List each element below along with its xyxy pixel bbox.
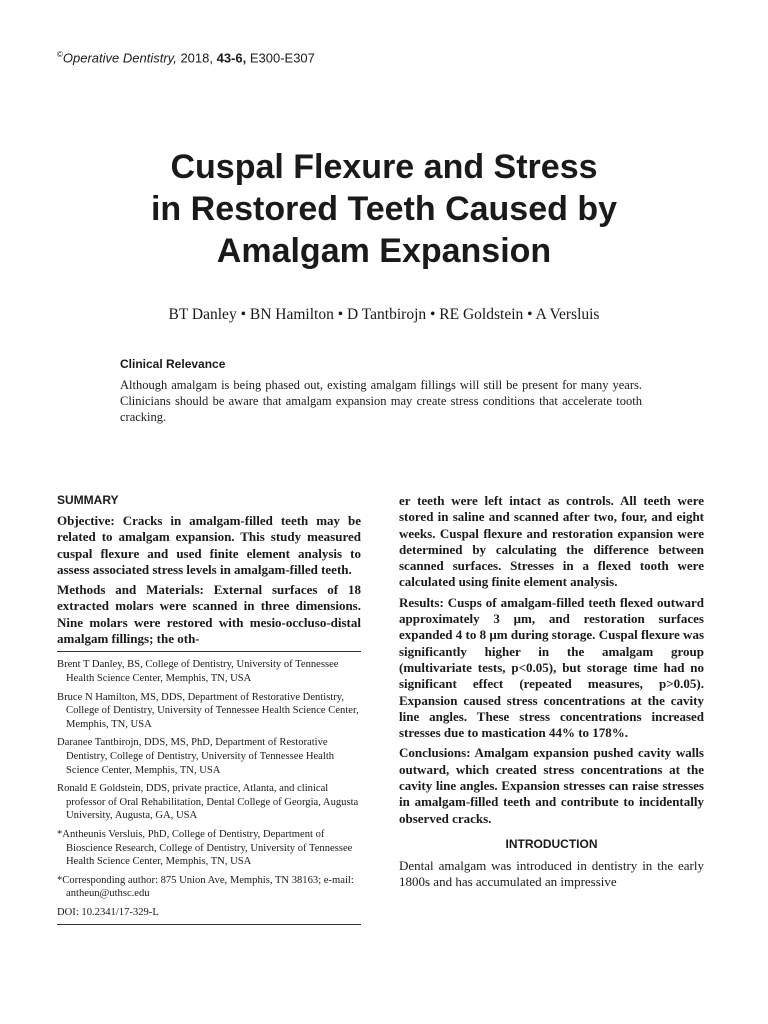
clinical-relevance-text: Although amalgam is being phased out, existing amalgam fillings will still be present for many years. Clinicians should be aware that amalgam expansion may create stress conditions that accelerate tooth cracking. (120, 378, 642, 424)
title-line-3: Amalgam Expansion (216, 232, 552, 270)
introduction-heading: INTRODUCTION (505, 836, 598, 851)
article-title (60, 146, 708, 272)
affiliation-item: Ronald E Goldstein, DDS, private practice, Atlanta, and clinical professor of Oral Rehabilitation, Dental College of Georgia, Augusta University, Augusta, GA, USA (57, 783, 359, 822)
summary-conclusions: Conclusions: Amalgam expansion pushed cavity walls outward, which created stress concentrations at the cavity line angles. Expansion stresses can raise stresses in amalgam-filled teeth and contribute to incidentally observed cracks. (399, 745, 704, 826)
summary-results: Results: Cusps of amalgam-filled teeth flexed outward approximately 3 μm, and restoration surfaces expanded 4 to 8 μm during storage. Cuspal flexure was significantly higher in the amalgam group (multivariate tests, p<0.05), but storage time had no significant effect (repeated measures, p>0.05). Expansion caused stress concentrations at the cavity line angles. These stress concentrations increased stresses due to mastication 44% to 178%. (399, 594, 704, 741)
title-line-2: in Restored Teeth Caused by (150, 190, 618, 228)
right-column (399, 493, 704, 891)
title-line-1: Cuspal Flexure and Stress (170, 148, 598, 186)
introduction-text: Dental amalgam was introduced in dentistry in the early 1800s and has accumulated an impressive (399, 857, 704, 890)
doi-text: DOI: 10.2341/17-329-L (57, 906, 159, 918)
summary-objective: Objective: Cracks in amalgam-filled teeth may be related to amalgam expansion. This study measured cuspal flexure and used finite element analysis to assess associated stress levels in amalgam-filled teeth. (57, 513, 361, 577)
affiliation-item: Brent T Danley, BS, College of Dentistry, University of Tennessee Health Science Center, Memphis, TN, USA (57, 659, 339, 684)
affiliations-divider (57, 651, 361, 652)
summary-methods: Methods and Materials: External surfaces of 18 extracted molars were scanned in three dimensions. Nine molars were restored with mesio-occluso-distal amalgam fillings; the oth- (57, 582, 361, 647)
affiliation-item: Bruce N Hamilton, MS, DDS, Department of Restorative Dentistry, College of Dentistry, University of Tennessee Health Science Center, Memphis, TN, USA (57, 691, 359, 730)
affiliation-item: Daranee Tantbirojn, DDS, MS, PhD, Department of Restorative Dentistry, College of Dentistry, University of Tennessee Health Science Center, Memphis, TN, USA (57, 737, 335, 776)
doi-divider (57, 924, 361, 925)
clinical-relevance-heading: Clinical Relevance (120, 357, 226, 371)
copyright-mark: © (57, 50, 63, 59)
summary-methods-continued: er teeth were left intact as controls. All teeth were stored in saline and scanned after two, four, and eight weeks. Cuspal flexure and restoration expansion were determined by calculating the difference between scanned surfaces. Stresses in a flexed tooth were calculated using finite element analysis. (399, 493, 704, 590)
left-column (57, 493, 361, 931)
affiliation-item: *Antheunis Versluis, PhD, College of Dentistry, Department of Bioscience Research, College of Dentistry, University of Tennessee Health Science Center, Memphis, TN, USA (57, 828, 353, 868)
journal-name: Operative Dentistry, (62, 50, 177, 66)
journal-volume: 43-6, (216, 50, 247, 66)
journal-citation (57, 50, 315, 65)
journal-pages: E300-E307 (246, 50, 315, 66)
journal-year: 2018, (176, 50, 217, 66)
summary-heading: SUMMARY (57, 493, 119, 507)
corresponding-author: *Corresponding author: 875 Union Ave, Memphis, TN 38163; e-mail: antheun@uthsc.edu (57, 874, 354, 900)
author-list: BT Danley • BN Hamilton • D Tantbirojn • RE Goldstein • A Versluis (168, 306, 600, 323)
